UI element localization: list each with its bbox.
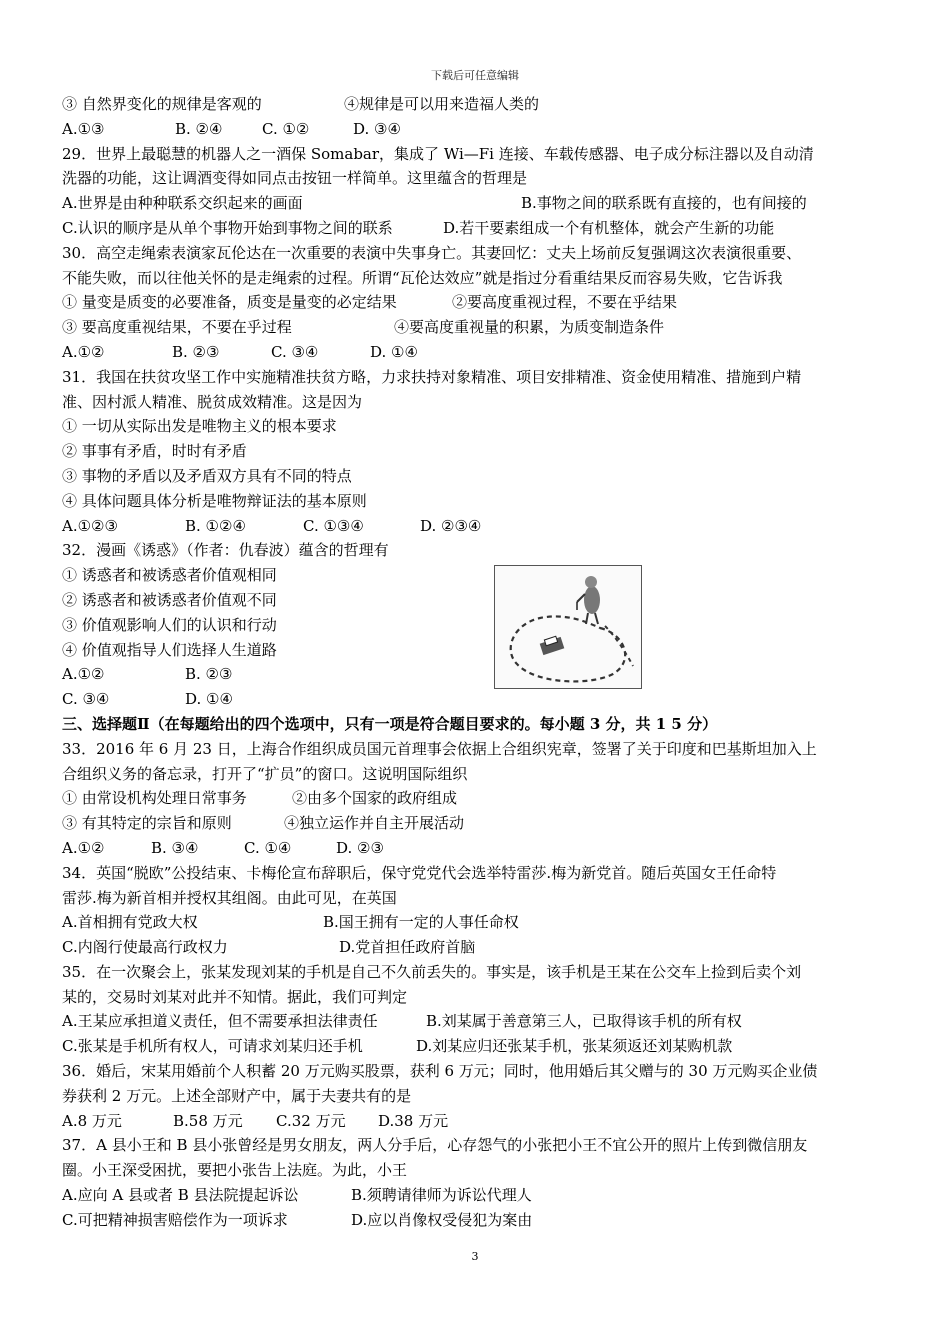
text-line xyxy=(62,1009,888,1034)
option-item: C. ③④ xyxy=(62,690,110,709)
text-line: 券获利 2 万元。上述全部财产中，属于夫妻共有的是 xyxy=(62,1086,412,1105)
option-item: ① 量变是质变的必要准备，质变是量变的必定结果 xyxy=(62,293,397,312)
page-header: 下载后可任意编辑 xyxy=(431,69,519,82)
option-item: A.王某应承担道义责任，但不需要承担法律责任 xyxy=(62,1012,378,1031)
section-heading: 三、选择题Ⅱ（在每题给出的四个选项中，只有一项是符合题目要求的。每小题 3 分，共 1 5 分） xyxy=(62,714,718,733)
option-item: A.①② xyxy=(62,342,105,361)
option-item: B.须聘请律师为诉讼代理人 xyxy=(351,1186,532,1205)
option-item: C.32 万元 xyxy=(276,1111,346,1130)
text-line xyxy=(62,935,888,960)
text-line xyxy=(62,92,888,117)
option-item: D.党首担任政府首脑 xyxy=(339,938,476,957)
option-item: D.刘某应归还张某手机，张某须返还刘某购机款 xyxy=(416,1037,733,1056)
option-item: A.8 万元 xyxy=(62,1111,122,1130)
option-item: ②要高度重视过程，不要在乎结果 xyxy=(452,293,678,312)
text-line xyxy=(62,117,888,142)
option-item: A.首相拥有党政大权 xyxy=(62,913,198,932)
text-line xyxy=(62,662,888,687)
text-line: 圈。小王深受困扰，要把小张告上法庭。为此，小王 xyxy=(62,1161,408,1180)
text-line xyxy=(62,315,888,340)
option-item: B.刘某属于善意第三人，已取得该手机的所有权 xyxy=(426,1012,742,1031)
text-line: 29．世界上最聪慧的机器人之一酒保 Somabar，集成了 Wi—Fi 连接、车载传感器、电子成分标注器以及自动清 xyxy=(62,144,814,163)
option-item: B. ②③ xyxy=(172,342,220,361)
text-line xyxy=(62,191,888,216)
text-line xyxy=(62,1034,888,1059)
option-item: B. ②④ xyxy=(175,119,223,138)
option-item: C. ③④ xyxy=(271,342,319,361)
option-item: D.应以肖像权受侵犯为案由 xyxy=(351,1210,533,1229)
text-line: 37．A 县小王和 B 县小张曾经是男女朋友，两人分手后，心存怨气的小张把小王不宜公开的照片上传到微信朋友 xyxy=(62,1136,808,1155)
text-line: 34．英国“脱欧”公投结束、卡梅伦宣布辞职后，保守党党代会选举特雷莎.梅为新党首。随后英国女王任命特 xyxy=(62,863,777,882)
option-item: C. ①④ xyxy=(244,838,292,857)
text-line: ① 诱惑者和被诱惑者价值观相同 xyxy=(62,566,277,585)
text-line xyxy=(62,811,888,836)
text-line xyxy=(62,290,888,315)
text-line: 31．我国在扶贫攻坚工作中实施精准扶贫方略，力求扶持对象精准、项目安排精准、资金使用精准、措施到户精 xyxy=(62,367,802,386)
option-item: ③ 自然界变化的规律是客观的 xyxy=(62,95,262,113)
option-item: ②由多个国家的政府组成 xyxy=(292,789,458,808)
text-line xyxy=(62,340,888,365)
text-line: ② 诱惑者和被诱惑者价值观不同 xyxy=(62,590,277,609)
option-item: A.应向 A 县或者 B 县法院提起诉讼 xyxy=(62,1186,299,1205)
text-line: ③ 价值观影响人们的认识和行动 xyxy=(62,615,277,634)
option-item: D. ③④ xyxy=(353,119,401,138)
text-line xyxy=(62,216,888,241)
text-line: 33．2016 年 6 月 23 日，上海合作组织成员国元首理事会依据上合组织宪章，签署了关于印度和巴基斯坦加入上 xyxy=(62,739,817,758)
cartoon-image xyxy=(494,565,642,689)
option-item: A.①②③ xyxy=(62,516,118,535)
option-item: C.张某是手机所有权人，可请求刘某归还手机 xyxy=(62,1037,363,1056)
option-item: D. ①④ xyxy=(185,690,233,709)
option-item: C. ①② xyxy=(262,119,310,138)
option-item: B.国王拥有一定的人事任命权 xyxy=(323,913,519,932)
option-item: B. ①②④ xyxy=(185,516,246,535)
text-line: 32．漫画《诱惑》（作者：仇春波）蕴含的哲理有 xyxy=(62,541,389,560)
text-line xyxy=(62,1109,888,1134)
text-line: 30．高空走绳索表演家瓦伦达在一次重要的表演中失事身亡。其妻回忆：丈夫上场前反复强调这次表演很重要、 xyxy=(62,243,802,262)
text-line xyxy=(62,836,888,861)
text-line xyxy=(62,1183,888,1208)
text-line: ④ 具体问题具体分析是唯物辩证法的基本原则 xyxy=(62,491,367,510)
option-item: B.58 万元 xyxy=(173,1111,243,1130)
text-line xyxy=(62,910,888,935)
text-line: 雷莎.梅为新首相并授权其组阁。由此可见，在英国 xyxy=(62,888,397,907)
option-item: ③ 有其特定的宗旨和原则 xyxy=(62,814,232,833)
option-item: B. ③④ xyxy=(151,838,199,857)
text-line: 准、因村派人精准、脱贫成效精准。这是因为 xyxy=(62,392,363,411)
option-item: B.事物之间的联系既有直接的，也有间接的 xyxy=(521,194,807,213)
text-line: 35．在一次聚会上，张某发现刘某的手机是自己不久前丢失的。事实是，该手机是王某在公交车上捡到后卖个刘 xyxy=(62,962,802,981)
option-item: D.若干要素组成一个有机整体，就会产生新的功能 xyxy=(443,218,775,237)
option-item: ④要高度重视量的积累，为质变制造条件 xyxy=(394,318,665,337)
text-line: ① 一切从实际出发是唯物主义的根本要求 xyxy=(62,417,337,436)
option-item: ① 由常设机构处理日常事务 xyxy=(62,789,247,808)
text-line: 36．婚后，宋某用婚前个人积蓄 20 万元购买股票，获利 6 万元；同时，他用婚后其父赠与的 30 万元购买企业债 xyxy=(62,1062,818,1081)
text-line: 不能失败，而以往他关怀的是走绳索的过程。所谓“瓦伦达效应”就是指过分看重结果反而容易失败，它告诉我 xyxy=(62,268,783,287)
option-item: A.①② xyxy=(62,665,105,684)
text-line: 合组织义务的备忘录，打开了“扩员”的窗口。这说明国际组织 xyxy=(62,764,468,783)
cartoon-drawing xyxy=(495,566,641,688)
option-item: C.认识的顺序是从单个事物开始到事物之间的联系 xyxy=(62,218,393,237)
option-item: C.可把精神损害赔偿作为一项诉求 xyxy=(62,1210,288,1229)
option-item: D. ②③④ xyxy=(420,516,482,535)
text-line xyxy=(62,786,888,811)
text-line: 洗器的功能，这让调酒变得如同点击按钮一样简单。这里蕴含的哲理是 xyxy=(62,169,528,188)
option-item: B. ②③ xyxy=(185,665,233,684)
option-item: ③ 要高度重视结果，不要在乎过程 xyxy=(62,318,292,337)
text-line: ④ 价值观指导人们选择人生道路 xyxy=(62,640,277,659)
option-item: D. ①④ xyxy=(370,342,418,361)
text-line xyxy=(62,514,888,539)
option-item: A.世界是由种种联系交织起来的画面 xyxy=(62,194,303,213)
document-body xyxy=(62,92,888,1233)
text-line: ② 事事有矛盾，时时有矛盾 xyxy=(62,442,247,461)
page-number: 3 xyxy=(471,1250,479,1263)
option-item: D. ②③ xyxy=(336,838,384,857)
option-item: C.内阁行使最高行政权力 xyxy=(62,938,228,957)
text-line: ③ 事物的矛盾以及矛盾双方具有不同的特点 xyxy=(62,466,352,485)
option-item: A.①② xyxy=(62,838,105,857)
option-item: ④独立运作并自主开展活动 xyxy=(284,814,465,833)
option-item: D.38 万元 xyxy=(378,1111,449,1130)
text-line xyxy=(62,687,888,712)
option-item: C. ①③④ xyxy=(303,516,364,535)
option-item: ④规律是可以用来造福人类的 xyxy=(344,95,540,113)
option-item: A.①③ xyxy=(62,119,105,138)
text-line: 某的，交易时刘某对此并不知情。据此，我们可判定 xyxy=(62,987,408,1006)
text-line xyxy=(62,1208,888,1233)
